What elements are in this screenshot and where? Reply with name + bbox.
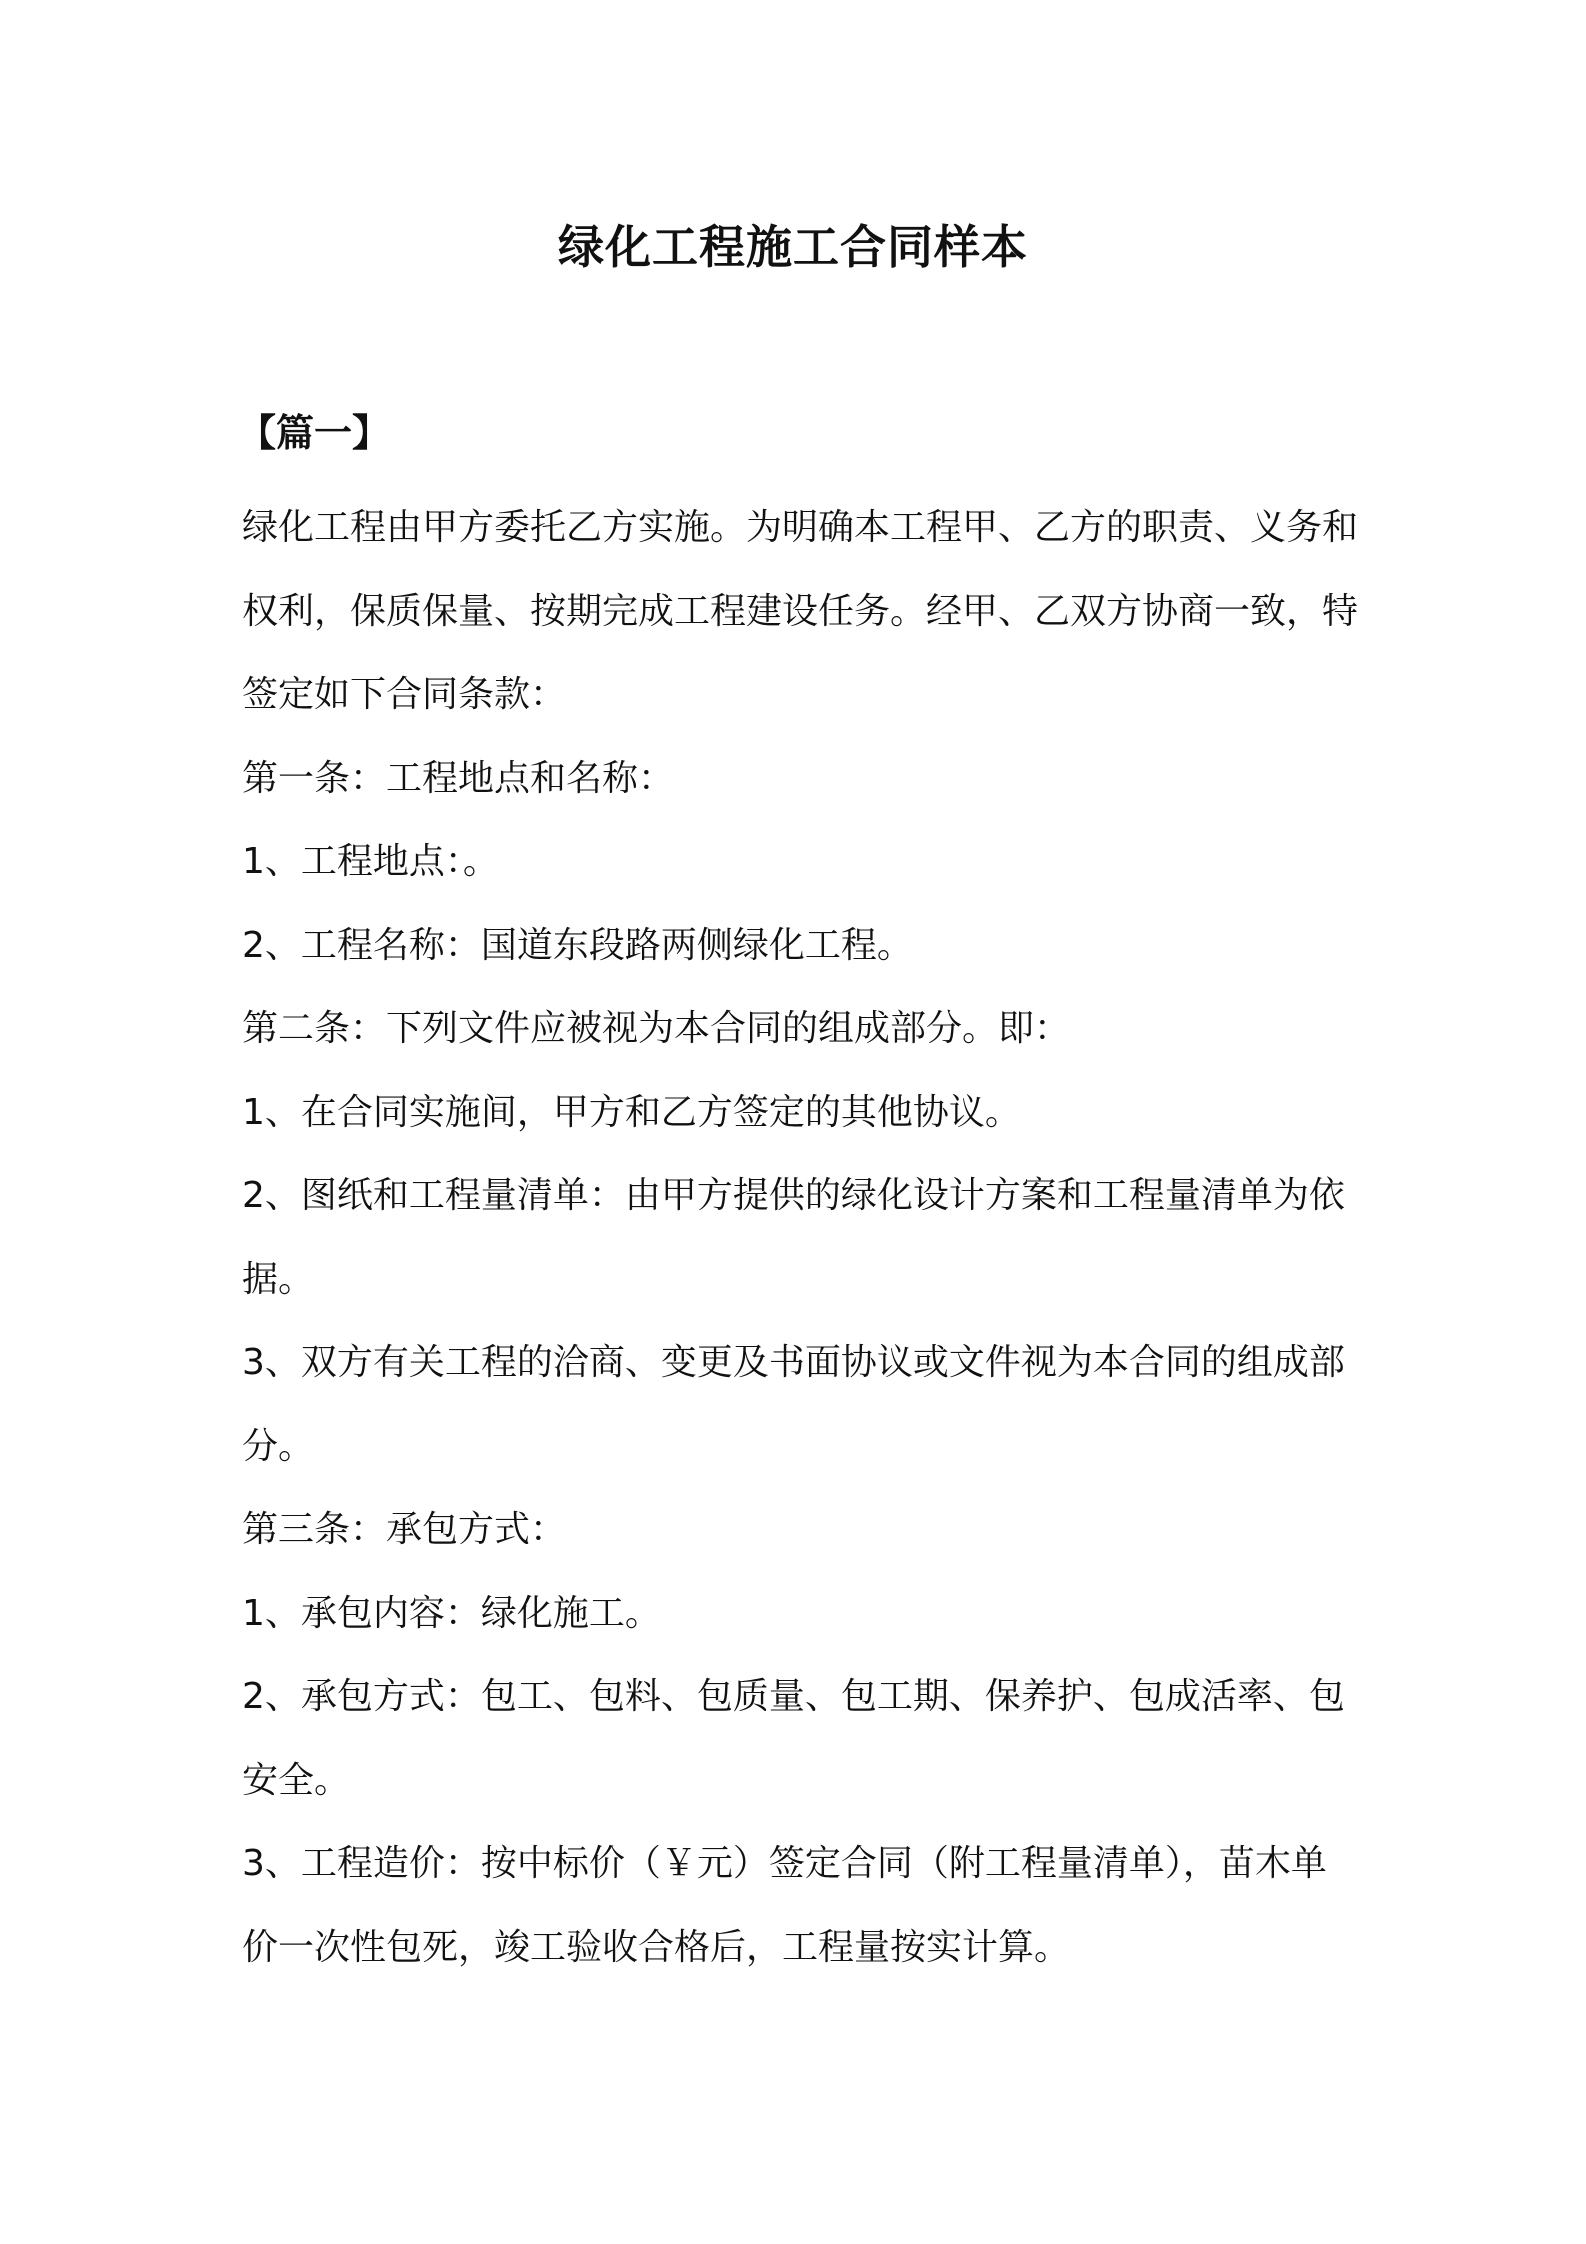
paragraph: 2、工程名称：国道东段路两侧绿化工程。	[242, 924, 913, 966]
paragraph: 3、双方有关工程的洽商、变更及书面协议或文件视为本合同的组成部分。	[242, 1342, 1345, 1467]
paragraph: 2、图纸和工程量清单：由甲方提供的绿化设计方案和工程量清单为依据。	[242, 1175, 1345, 1300]
paragraph: 第二条：下列文件应被视为本合同的组成部分。即：	[242, 1008, 1071, 1049]
paragraph: 1、工程地点：。	[242, 841, 499, 882]
section-label: 【篇一】	[238, 411, 391, 455]
document-title: 绿化工程施工合同样本	[558, 220, 1028, 274]
paragraph: 绿化工程由甲方委托乙方实施。为明确本工程甲、乙方的职责、义务和权利，保质保量、按期完成工程建设任务。经甲、乙双方协商一致，特签定如下合同条款：	[242, 507, 1359, 715]
paragraph: 1、承包内容：绿化施工。	[242, 1592, 661, 1634]
document-body	[242, 486, 1362, 1989]
paragraph: 第一条：工程地点和名称：	[242, 757, 675, 799]
paragraph: 1、在合同实施间，甲方和乙方签定的其他协议。	[242, 1091, 1021, 1133]
paragraph: 3、工程造价：按中标价（￥元）签定合同（附工程量清单），苗木单价一次性包死，竣工验收合格后，工程量按实计算。	[242, 1843, 1327, 1968]
paragraph: 2、承包方式：包工、包料、包质量、包工期、保养护、包成活率、包安全。	[242, 1676, 1345, 1801]
paragraph: 第三条：承包方式：	[242, 1509, 567, 1550]
